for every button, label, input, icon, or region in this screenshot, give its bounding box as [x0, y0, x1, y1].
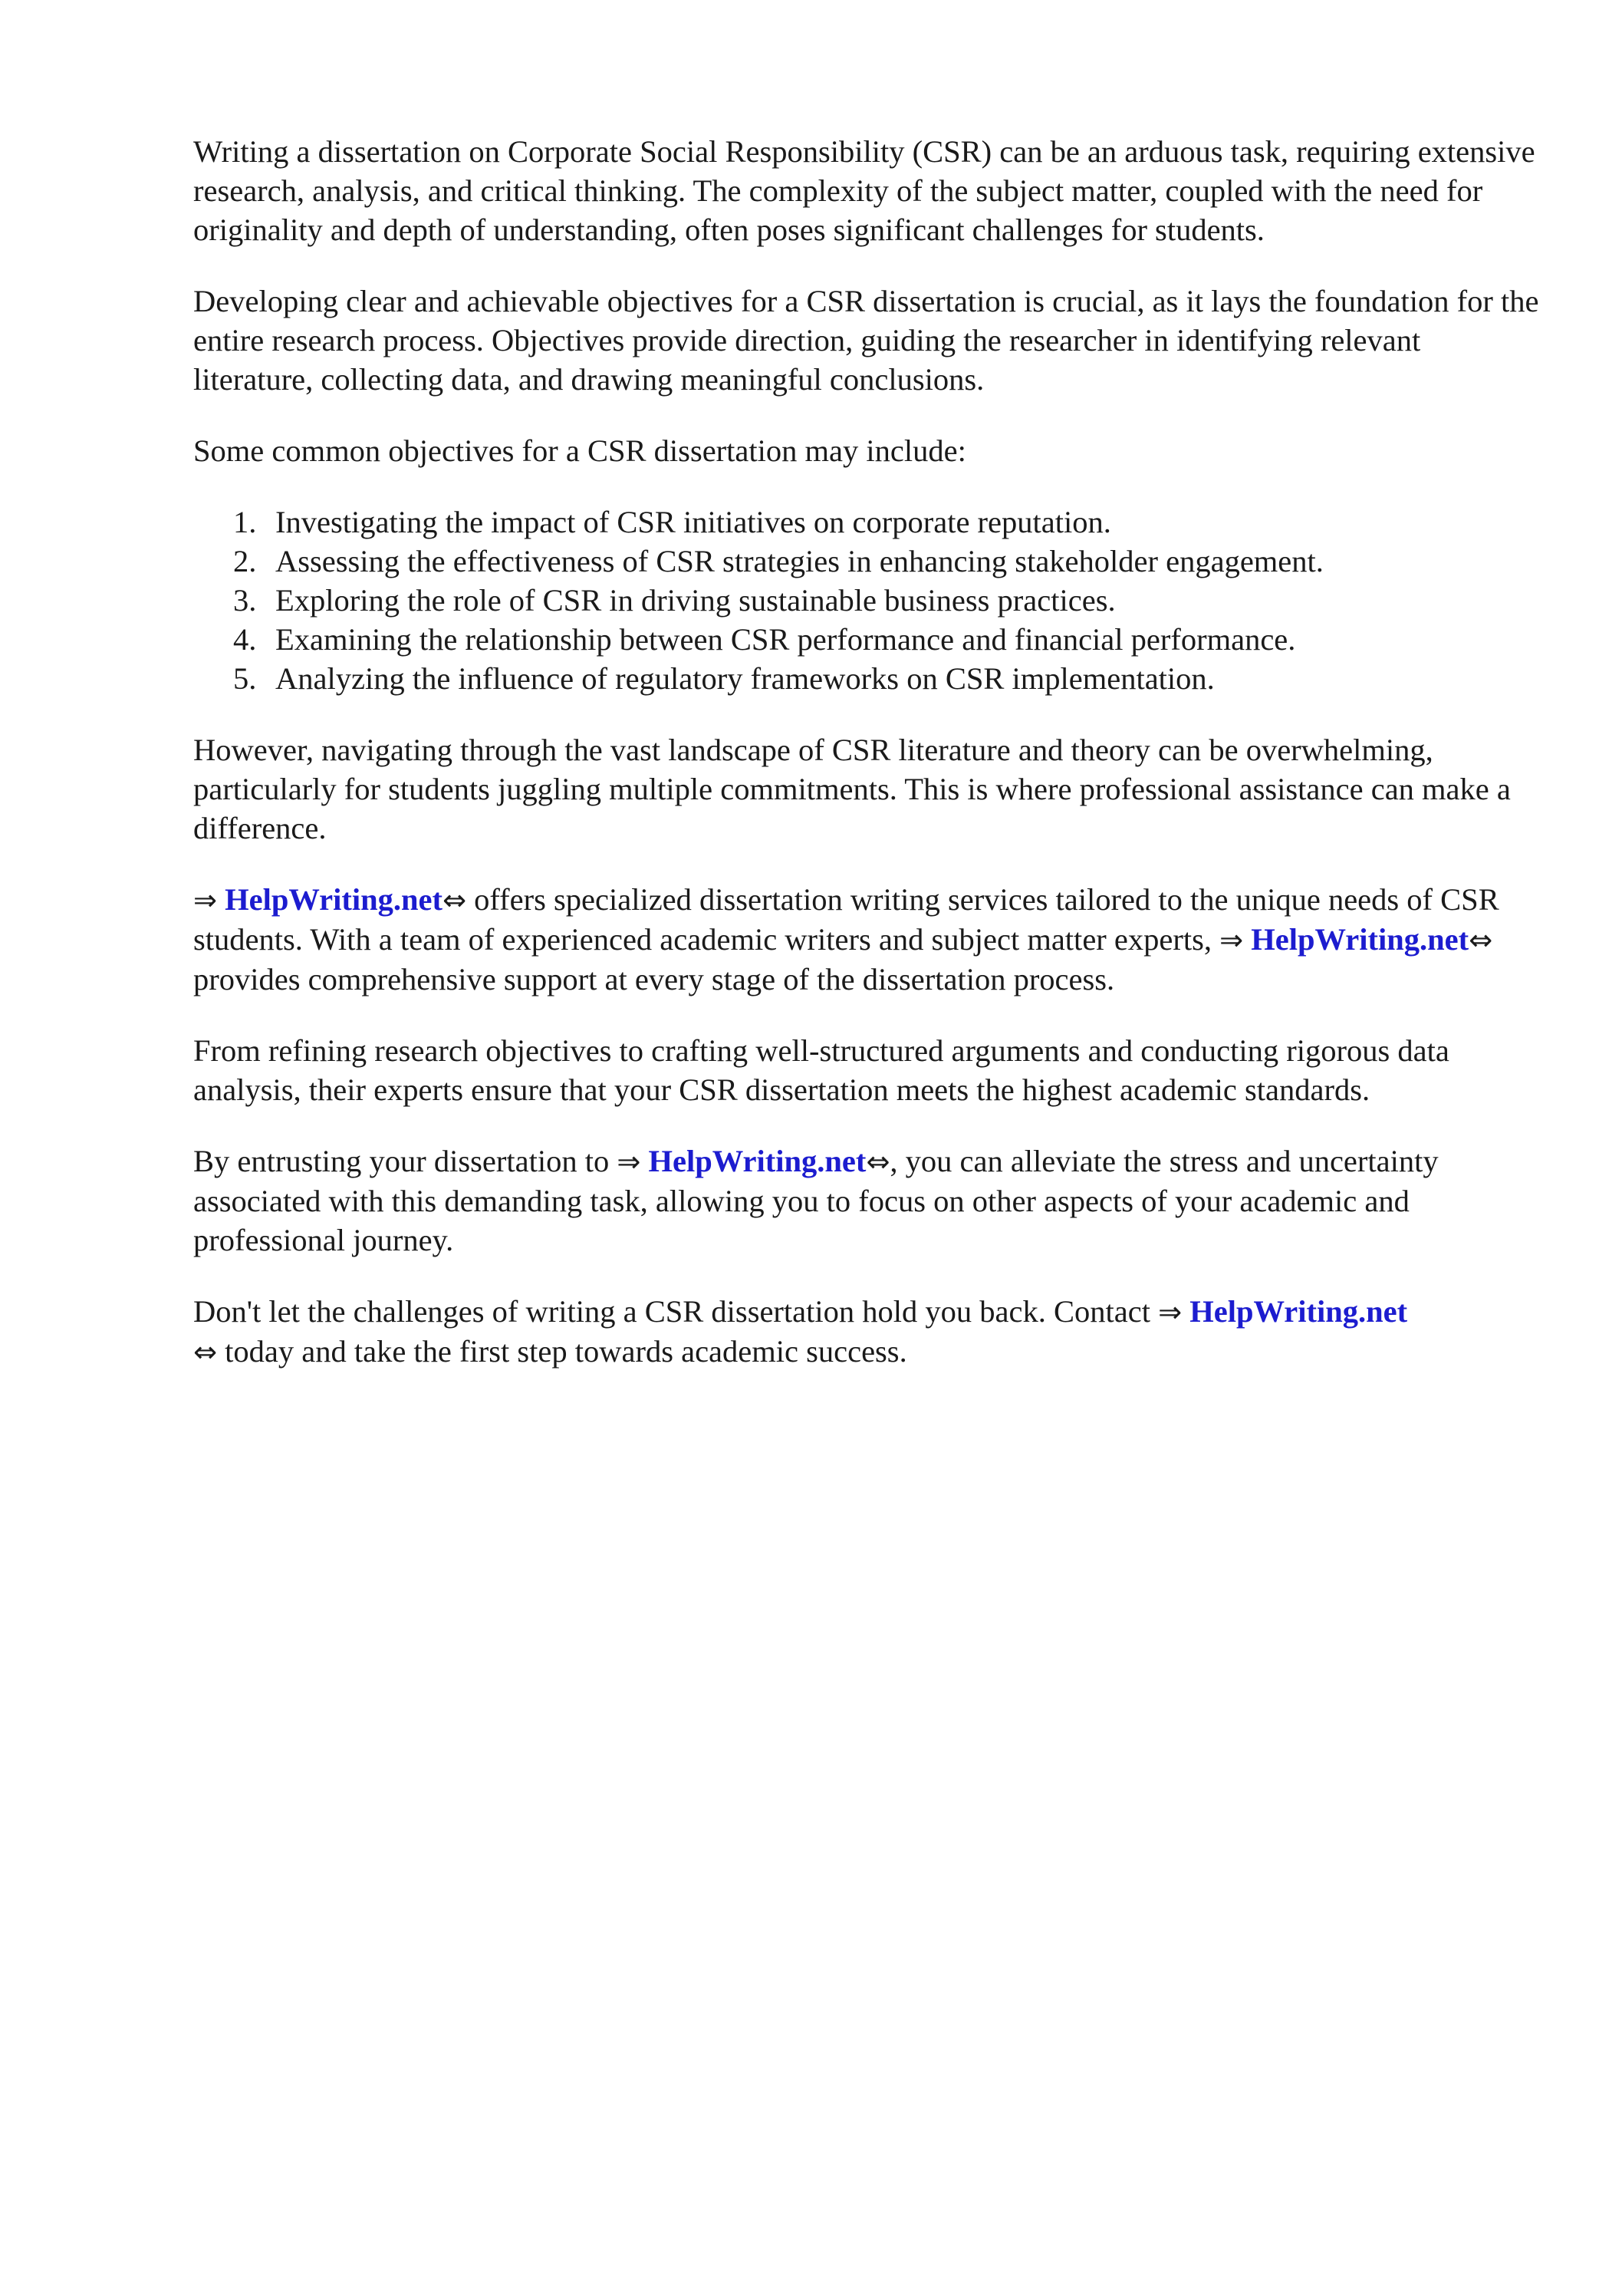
right-arrow-icon: ⇒	[1158, 1296, 1183, 1329]
objectives-list	[193, 502, 1539, 698]
services-text-1: offers specialized dissertation writing services tailored to the unique needs of CSR students. With a team of experienced academic writers and subject matter experts,	[193, 882, 1499, 957]
entrust-text-2: , you can alleviate the stress and uncertainty associated with this demanding task, allowing you to focus on other aspects of your academic and professional journey.	[193, 1144, 1439, 1257]
list-item-number: 2.	[233, 544, 257, 578]
helpwriting-link[interactable]: HelpWriting.net	[648, 1144, 867, 1178]
list-item	[193, 581, 1539, 620]
list-item	[193, 620, 1539, 659]
double-arrow-icon: ⇔	[193, 1336, 218, 1369]
right-arrow-icon: ⇒	[617, 1145, 641, 1178]
document-body	[193, 132, 1539, 1404]
intro-paragraph: Writing a dissertation on Corporate Social Responsibility (CSR) can be an arduous task, requiring extensive research, analysis, and critical thinking. The complexity of the subject matter, coupled with the need for originality and depth of understanding, often poses significant challenges for students.	[193, 134, 1535, 247]
list-item-number: 1.	[233, 505, 257, 539]
list-item	[193, 659, 1539, 698]
list-item-number: 3.	[233, 583, 257, 618]
services-paragraph	[193, 880, 1539, 999]
challenges-paragraph: However, navigating through the vast landscape of CSR literature and theory can be overwhelming, particularly for students juggling multiple commitments. This is where professional assistance can make a difference.	[193, 733, 1511, 845]
list-item-text: Examining the relationship between CSR performance and financial performance.	[275, 622, 1296, 657]
entrust-text-1: By entrusting your dissertation to	[193, 1144, 617, 1178]
list-item-number: 4.	[233, 622, 257, 657]
services-text-2: provides comprehensive support at every stage of the dissertation process.	[193, 962, 1115, 996]
double-arrow-icon: ⇔	[866, 1145, 890, 1178]
list-item-number: 5.	[233, 661, 257, 696]
experts-paragraph: From refining research objectives to crafting well-structured arguments and conducting rigorous data analysis, their experts ensure that your CSR dissertation meets the highest academic standards.	[193, 1033, 1449, 1107]
contact-text-1: Don't let the challenges of writing a CSR dissertation hold you back. Contact	[193, 1294, 1159, 1329]
contact-paragraph	[193, 1292, 1539, 1372]
list-item-text: Analyzing the influence of regulatory frameworks on CSR implementation.	[275, 661, 1215, 696]
helpwriting-link[interactable]: HelpWriting.net	[225, 882, 443, 917]
helpwriting-link[interactable]: HelpWriting.net	[1251, 922, 1469, 957]
list-intro-paragraph: Some common objectives for a CSR dissertation may include:	[193, 433, 966, 468]
list-item	[193, 502, 1539, 542]
list-item-text: Assessing the effectiveness of CSR strategies in enhancing stakeholder engagement.	[275, 544, 1324, 578]
right-arrow-icon: ⇒	[1219, 924, 1244, 957]
contact-text-2: today and take the first step towards academic success.	[217, 1334, 907, 1369]
right-arrow-icon: ⇒	[193, 884, 218, 917]
double-arrow-icon: ⇔	[1469, 924, 1493, 957]
helpwriting-link[interactable]: HelpWriting.net	[1189, 1294, 1408, 1329]
objectives-importance-paragraph: Developing clear and achievable objectives for a CSR dissertation is crucial, as it lays the foundation for the entire research process. Objectives provide direction, guiding the researcher in identifying relevant literature, collecting data, and drawing meaningful conclusions.	[193, 284, 1539, 397]
list-item	[193, 542, 1539, 581]
list-item-text: Investigating the impact of CSR initiatives on corporate reputation.	[275, 505, 1111, 539]
list-item-text: Exploring the role of CSR in driving sustainable business practices.	[275, 583, 1116, 618]
entrust-paragraph	[193, 1141, 1539, 1260]
double-arrow-icon: ⇔	[443, 884, 467, 917]
